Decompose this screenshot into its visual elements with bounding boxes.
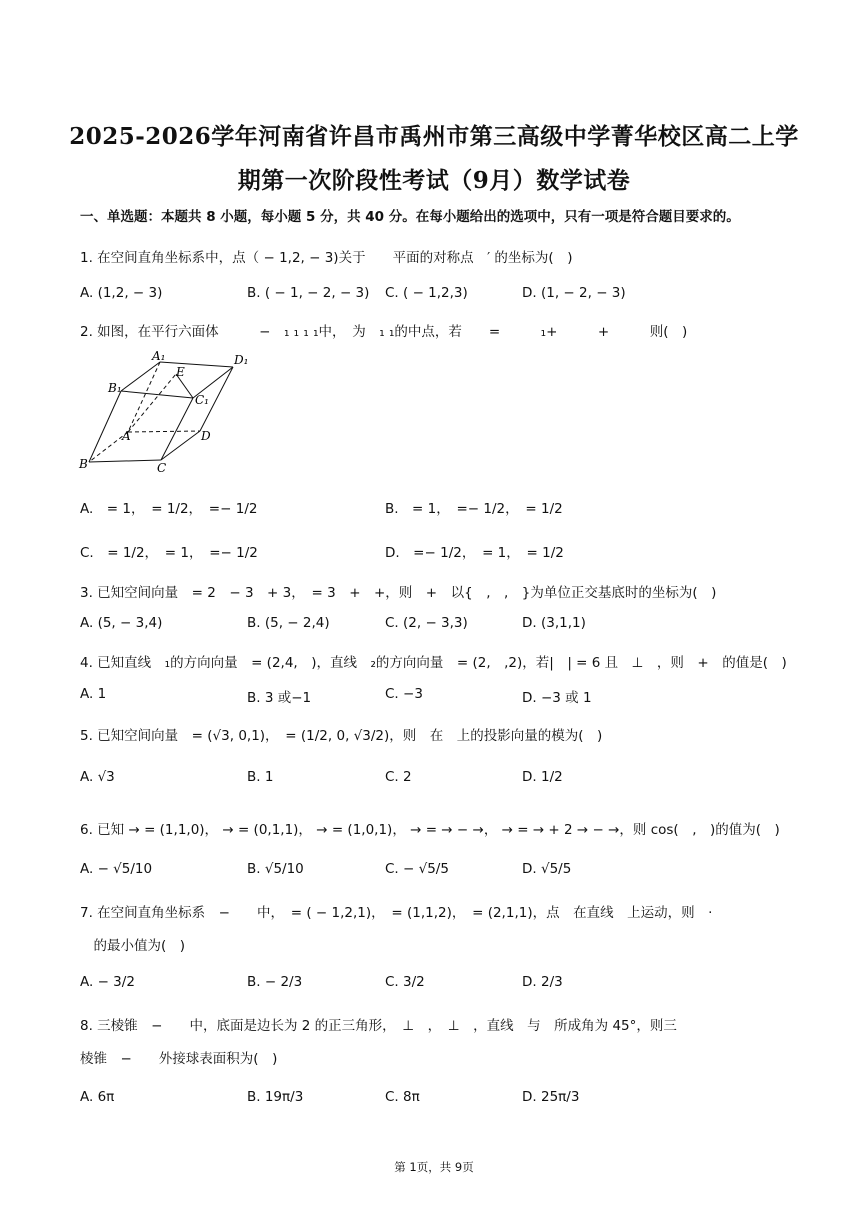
q7-option-d: D. 2/3 xyxy=(522,974,563,990)
q6-option-a: A. − √5/10 xyxy=(80,861,153,877)
q5-option-a: A. √3 xyxy=(80,769,115,785)
q1-option-c: C. ( − 1,2,3) xyxy=(385,285,468,301)
question-7-stem: 7. 在空间直角坐标系 − 中， = ( − 1,2,1)， = (1,1,2)， = (2,1,1)，点 在直线 上运动，则 · xyxy=(80,905,713,921)
q6-option-d: D. √5/5 xyxy=(522,861,572,877)
label-a: A xyxy=(122,429,131,443)
q8-option-b: B. 19π/3 xyxy=(247,1089,304,1105)
q6-option-c: C. − √5/5 xyxy=(385,861,449,877)
page-footer: 第 1页，共 9页 xyxy=(394,1160,474,1174)
label-d1: D₁ xyxy=(234,353,249,367)
q1-option-a: A. (1,2, − 3) xyxy=(80,285,163,301)
q6-option-b: B. √5/10 xyxy=(247,861,304,877)
question-1-stem: 1. 在空间直角坐标系中，点（ − 1,2, − 3)关于 平面的对称点 ′ 的坐标为( ) xyxy=(80,250,573,266)
question-8-stem: 8. 三棱锥 − 中，底面是边长为 2 的正三角形， ⊥ ， ⊥ ，直线 与 所成角为 45°，则三 xyxy=(80,1018,677,1034)
q5-option-d: D. 1/2 xyxy=(522,769,563,785)
q3-option-c: C. (2, − 3,3) xyxy=(385,615,468,631)
label-d: D xyxy=(201,429,211,443)
q7-option-c: C. 3/2 xyxy=(385,974,425,990)
q5-option-c: C. 2 xyxy=(385,769,412,785)
label-a1: A₁ xyxy=(152,349,166,363)
q1-option-b: B. ( − 1, − 2, − 3) xyxy=(247,285,370,301)
q2-option-b: B. = 1， =− 1/2， = 1/2 xyxy=(385,501,563,517)
question-4-stem: 4. 已知直线 ₁的方向向量 = (2,4, )，直线 ₂的方向向量 = (2, ,2)，若| | = 6 且 ⊥ ，则 + 的值是( ) xyxy=(80,655,787,671)
label-b1: B₁ xyxy=(108,381,122,395)
question-7-stem-cont: 的最小值为( ) xyxy=(80,938,186,954)
q5-option-b: B. 1 xyxy=(247,769,274,785)
label-c1: C₁ xyxy=(195,393,209,407)
question-3-stem: 3. 已知空间向量 = 2 − 3 + 3， = 3 + +，则 + 以{ , , }为单位正交基底时的坐标为( ) xyxy=(80,585,717,601)
q2-option-a: A. = 1， = 1/2， =− 1/2 xyxy=(80,501,258,517)
q4-option-a: A. 1 xyxy=(80,686,107,702)
question-6-stem: 6. 已知 → = (1,1,0)， → = (0,1,1)， → = (1,0,1)， → = → − →， → = → + 2 → − →，则 cos( , )的值为( ) xyxy=(80,822,780,838)
question-2-stem: 2. 如图，在平行六面体 − ₁ ₁ ₁ ₁中， 为 ₁ ₁的中点，若 = ₁+ + 则( ) xyxy=(80,324,688,340)
parallelepiped-figure xyxy=(78,348,253,473)
q3-option-d: D. (3,1,1) xyxy=(522,615,586,631)
q8-option-d: D. 25π/3 xyxy=(522,1089,580,1105)
exam-title-line2: 期第一次阶段性考试（9月）数学试卷 xyxy=(237,167,631,194)
q7-option-a: A. − 3/2 xyxy=(80,974,135,990)
section-heading: 一、单选题：本题共 8 小题，每小题 5 分，共 40 分。在每小题给出的选项中，只有一项是符合题目要求的。 xyxy=(80,209,740,225)
label-e: E xyxy=(176,365,185,379)
q3-option-a: A. (5, − 3,4) xyxy=(80,615,163,631)
exam-title-line1: 2025-2026学年河南省许昌市禹州市第三高级中学菁华校区高二上学 xyxy=(69,123,799,150)
label-c: C xyxy=(157,461,167,473)
q2-option-d: D. =− 1/2， = 1， = 1/2 xyxy=(385,545,564,561)
q4-option-c: C. −3 xyxy=(385,686,423,702)
q8-option-c: C. 8π xyxy=(385,1089,420,1105)
question-5-stem: 5. 已知空间向量 = (√3, 0,1)， = (1/2, 0, √3/2)，则 在 上的投影向量的模为( ) xyxy=(80,728,603,744)
label-b: B xyxy=(79,457,88,471)
q7-option-b: B. − 2/3 xyxy=(247,974,303,990)
question-8-stem-cont: 棱锥 − 外接球表面积为( ) xyxy=(80,1051,278,1067)
q8-option-a: A. 6π xyxy=(80,1089,115,1105)
q1-option-d: D. (1, − 2, − 3) xyxy=(522,285,626,301)
q4-option-d: D. −3 或 1 xyxy=(522,690,592,706)
q2-option-c: C. = 1/2， = 1， =− 1/2 xyxy=(80,545,258,561)
q3-option-b: B. (5, − 2,4) xyxy=(247,615,330,631)
q4-option-b: B. 3 或−1 xyxy=(247,690,312,706)
